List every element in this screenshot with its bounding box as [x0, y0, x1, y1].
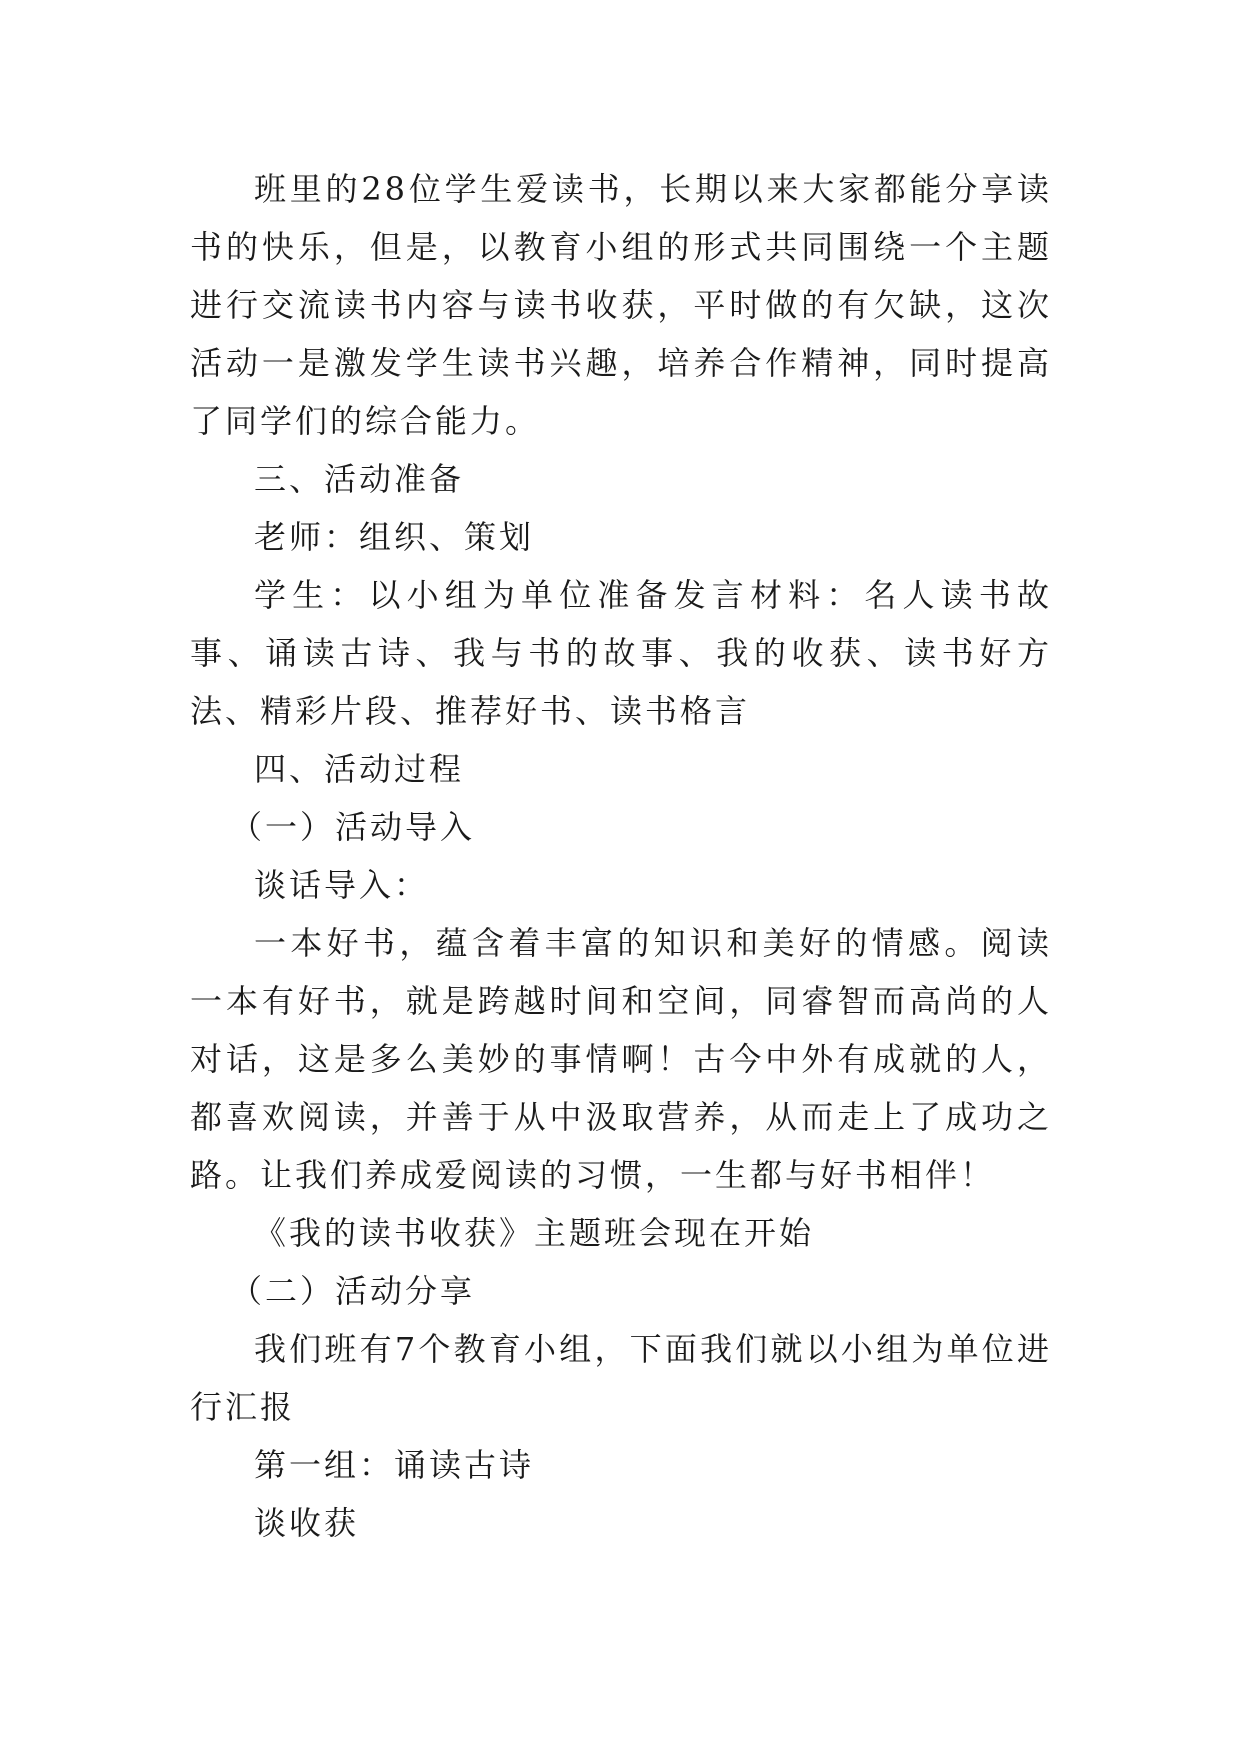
heading-activity-intro: （一）活动导入 [230, 808, 476, 846]
paragraph-group-one: 第一组：诵读古诗 [254, 1446, 535, 1484]
paragraph-groups: 我们班有7个教育小组，下面我们就以小组为单位进行汇报 [190, 1330, 1052, 1426]
paragraph-talk-intro: 一本好书，蕴含着丰富的知识和美好的情感。阅读一本有好书，就是跨越时间和空间，同睿智而高尚的人对话，这是多么美妙的事情啊！古今中外有成就的人，都喜欢阅读，并善于从中汲取营养，从而走上了成功之路。让我们养成爱阅读的习惯，一生都与好书相伴！ [190, 924, 1052, 1194]
paragraph-intro: 班里的28位学生爱读书，长期以来大家都能分享读书的快乐，但是，以教育小组的形式共同围绕一个主题进行交流读书内容与读书收获，平时做的有欠缺，这次活动一是激发学生读书兴趣，培养合作精神，同时提高了同学们的综合能力。 [190, 170, 1052, 440]
document-page [190, 160, 1052, 1552]
heading-activity-share: （二）活动分享 [230, 1272, 476, 1310]
paragraph-talk-intro-label: 谈话导入： [254, 866, 430, 904]
heading-activity-process: 四、活动过程 [254, 750, 465, 788]
paragraph-student-role: 学生：以小组为单位准备发言材料：名人读书故事、诵读古诗、我与书的故事、我的收获、读书好方法、精彩片段、推荐好书、读书格言 [190, 576, 1052, 730]
paragraph-teacher-role: 老师：组织、策划 [254, 518, 535, 556]
heading-activity-preparation: 三、活动准备 [254, 460, 465, 498]
paragraph-talk-gains: 谈收获 [254, 1504, 360, 1542]
paragraph-meeting-start: 《我的读书收获》主题班会现在开始 [254, 1214, 815, 1252]
